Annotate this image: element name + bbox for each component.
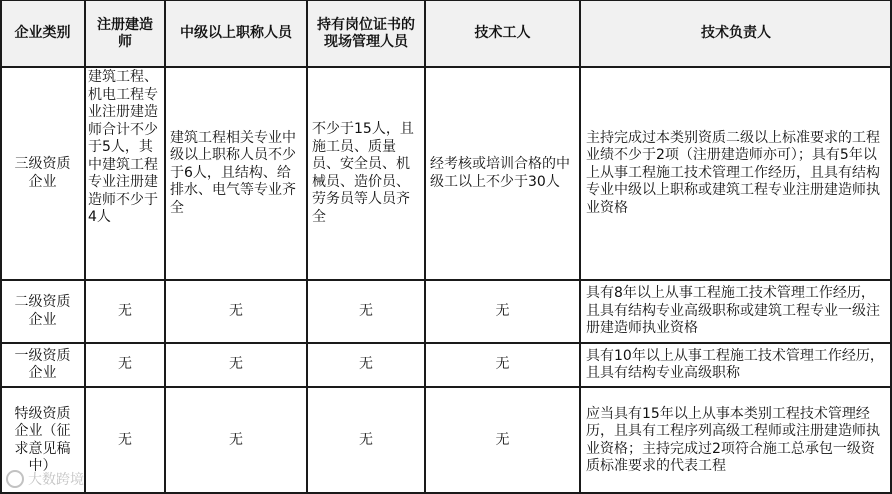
watermark-text: 大数跨境: [28, 472, 84, 488]
hline-row1: [0, 279, 892, 281]
header-site-managers-text: 持有岗位证书的现场管理人员: [317, 16, 415, 50]
header-category-text: 企业类别: [14, 25, 71, 41]
row2-technical-workers-text: 无: [495, 302, 510, 319]
vline-2: [164, 0, 166, 494]
row4-technical-workers-text: 无: [495, 431, 510, 448]
row4-site-managers-text: 无: [359, 431, 373, 448]
row1-category-text: 三级资质企业: [14, 156, 71, 190]
row2-site-managers-text: 无: [359, 302, 373, 319]
row4-technical-lead-text: 应当具有15年以上从事本类别工程技术管理经历，且具有工程序列高级工程师或注册建造师执业资格；主持完成过2项符合施工总承包一级资质标准要求的代表工程: [586, 405, 880, 474]
row2-category-text: 二级资质企业: [14, 294, 71, 328]
row2-technical-lead-text: 具有8年以上从事工程施工技术管理工作经历，且具有结构专业高级职称或建筑工程专业一级注册建造师执业资格: [586, 285, 880, 337]
row4-category-text: 特级资质企业（征求意见稿中）: [14, 405, 71, 474]
hline-header: [0, 66, 892, 68]
row1-technical-lead-text: 主持完成过本类别资质二级以上标准要求的工程业绩不少于2项（注册建造师亦可）；具有5年以上从事工程施工技术管理工作经历，且具有结构专业中级以上职称或建筑工程专业注册建造师执业资格: [586, 129, 880, 216]
row1-registered-builder-text: 建筑工程、机电工程专业注册建造师合计不少于5人，其中建筑工程专业注册建造师不少于4人: [88, 69, 158, 225]
row1-mid-title-staff-text: 建筑工程相关专业中级以上职称人员不少于6人，且结构、给排水、电气等专业齐全: [170, 129, 296, 216]
hline-row2: [0, 342, 892, 344]
row4-mid-title-staff-text: 无: [229, 431, 243, 448]
header-registered-builder-text: 注册建造师: [97, 16, 153, 50]
row2-registered-builder-text: 无: [118, 302, 132, 319]
header-technical-lead-text: 技术负责人: [701, 25, 771, 41]
row4-registered-builder-text: 无: [118, 431, 132, 448]
vline-5: [579, 0, 581, 494]
vline-left: [0, 0, 2, 494]
hline-top: [0, 0, 892, 1]
row3-technical-workers-text: 无: [495, 356, 510, 373]
row3-site-managers-text: 无: [359, 356, 373, 373]
watermark: [6, 466, 156, 492]
row1-site-managers-text: 不少于15人，且施工员、质量员、安全员、机械员、造价员、劳务员等人员齐全: [312, 121, 414, 225]
vline-3: [306, 0, 308, 494]
watermark-logo-icon: [6, 470, 24, 488]
row3-registered-builder-text: 无: [118, 356, 132, 373]
row3-category-text: 一级资质企业: [14, 347, 71, 381]
vline-1: [84, 0, 86, 494]
vline-4: [424, 0, 426, 494]
row1-technical-workers-text: 经考核或培训合格的中级工以上不少于30人: [430, 156, 570, 190]
header-mid-title-staff-text: 中级以上职称人员: [180, 25, 292, 41]
row2-mid-title-staff-text: 无: [229, 302, 243, 319]
row3-mid-title-staff-text: 无: [229, 356, 243, 373]
hline-row3: [0, 386, 892, 388]
row3-technical-lead-text: 具有10年以上从事工程施工技术管理工作经历，且具有结构专业高级职称: [586, 347, 884, 381]
header-technical-workers-text: 技术工人: [474, 25, 531, 41]
